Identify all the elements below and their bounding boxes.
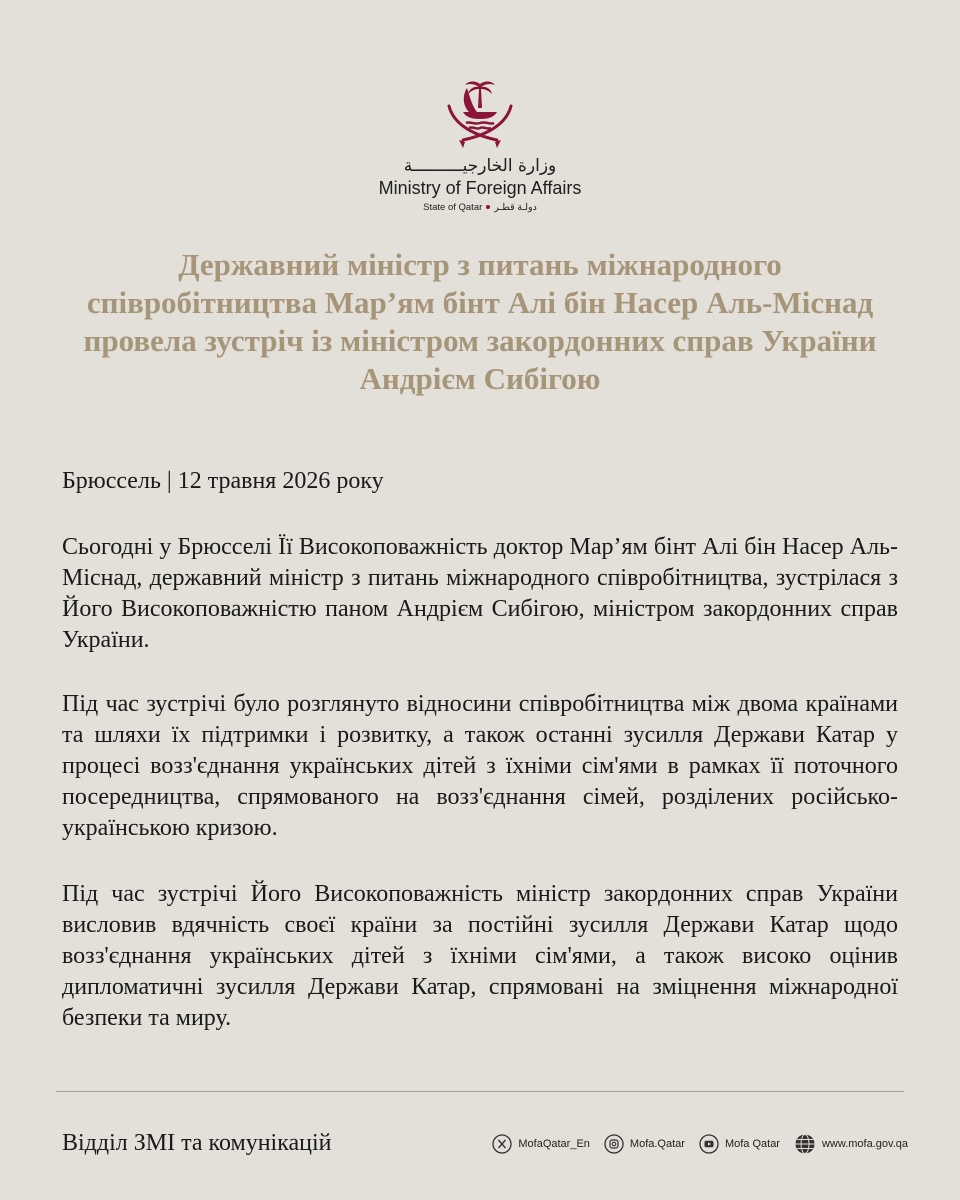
x-icon bbox=[492, 1134, 512, 1154]
separator-dot-icon bbox=[486, 205, 490, 209]
media-department-label: Відділ ЗМІ та комунікацій bbox=[62, 1130, 332, 1156]
ministry-name-arabic: وزارة الخارجيــــــــــة bbox=[403, 156, 557, 176]
qatar-emblem-icon bbox=[439, 70, 521, 152]
social-instagram[interactable] bbox=[604, 1134, 685, 1154]
social-website[interactable] bbox=[794, 1133, 908, 1155]
social-links bbox=[492, 1133, 908, 1155]
social-youtube[interactable] bbox=[699, 1134, 780, 1154]
paragraph-2: Під час зустрічі було розглянуто відносини співробітництва між двома країнами та шляхи їх підтримки і розвитку, а також останні зусилля Держави Катар у процесі возз'єднання українських дітей з їхніми сім'ями в рамках її поточного посередництва, спрямованого на возз'єднання сімей, розділених російсько-українською кризою. bbox=[62, 691, 898, 841]
social-website-label: www.mofa.gov.qa bbox=[821, 1138, 908, 1150]
youtube-icon bbox=[699, 1134, 719, 1154]
social-x-label: MofaQatar_En bbox=[518, 1138, 590, 1150]
state-of-qatar-line bbox=[0, 202, 960, 213]
social-x[interactable] bbox=[492, 1134, 590, 1154]
paragraph-3: Під час зустрічі Його Високоповажність міністр закордонних справ України висловив вдячність своєї країни за постійні зусилля Держави Катар щодо возз'єднання українських дітей з їхніми сім'ями, а також високо оцінив дипломатичні зусилля Держави Катар, спрямовані на зміцнення міжнародної безпеки та миру. bbox=[62, 881, 898, 1031]
ministry-logo bbox=[0, 70, 960, 213]
state-name-english: State of Qatar bbox=[423, 202, 483, 213]
footer-divider bbox=[56, 1091, 904, 1092]
headline: Державний міністр з питань міжнародного співробітництва Мар’ям бінт Алі бін Насер Аль-Міснад провела зустріч із міністром закордонних справ України Андрієм Сибігою bbox=[83, 247, 877, 396]
ministry-name-english: Ministry of Foreign Affairs bbox=[378, 178, 582, 198]
dateline: Брюссель | 12 травня 2026 року bbox=[62, 468, 384, 494]
social-youtube-label: Mofa Qatar bbox=[724, 1138, 780, 1150]
state-name-arabic: دولـة قطـر bbox=[494, 202, 537, 213]
instagram-icon bbox=[604, 1134, 624, 1154]
social-instagram-label: Mofa.Qatar bbox=[629, 1138, 685, 1150]
paragraph-1: Сьогодні у Брюсселі Її Високоповажність доктор Мар’ям бінт Алі бін Насер Аль-Міснад, державний міністр з питань міжнародного співробітництва, зустрілася з Його Високоповажністю паном Андрієм Сибігою, міністром закордонних справ України. bbox=[62, 534, 898, 653]
globe-icon bbox=[794, 1133, 816, 1155]
